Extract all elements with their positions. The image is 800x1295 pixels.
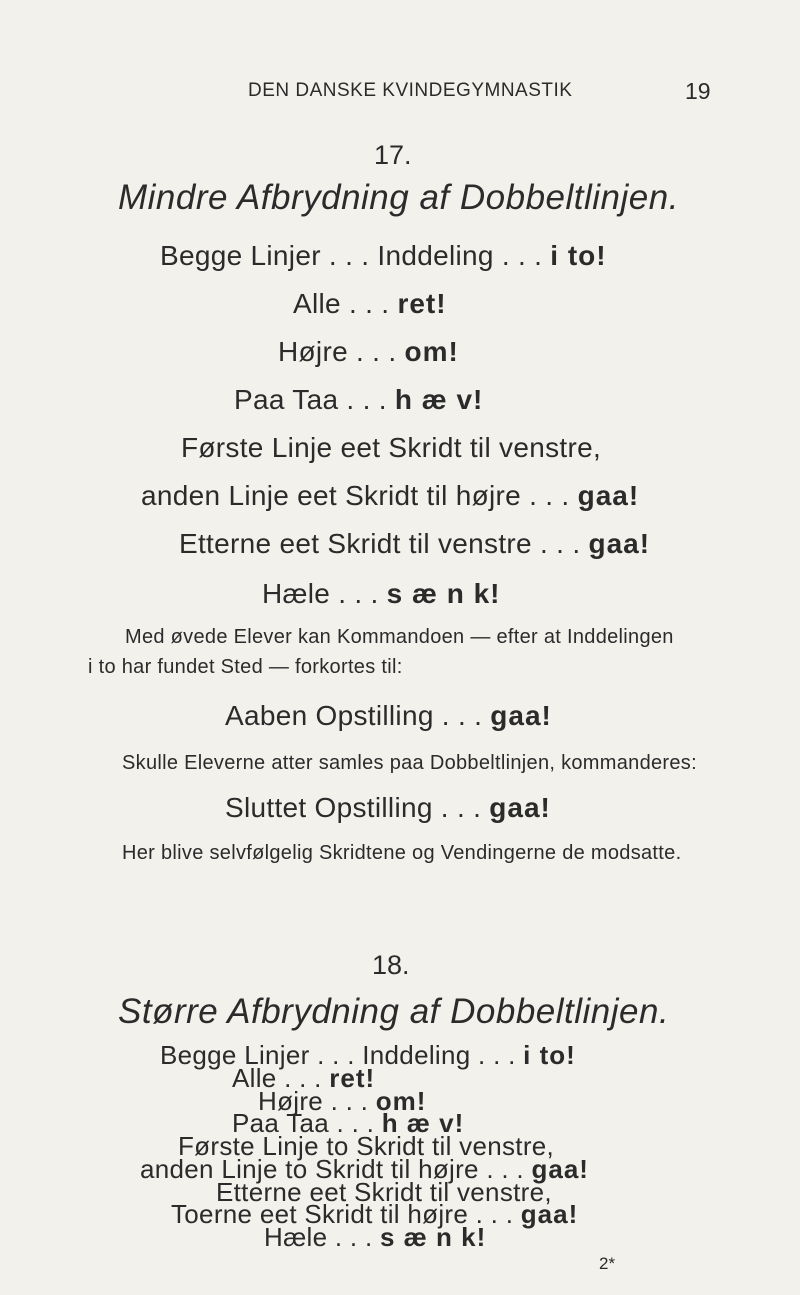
command-line (262, 578, 500, 610)
running-header: DEN DANSKE KVINDEGYMNASTIK (248, 80, 573, 101)
command-text: Paa Taa . . . (232, 1108, 382, 1138)
section-18-number: 18. (372, 950, 410, 980)
command-line (264, 1222, 486, 1253)
command-line (293, 288, 447, 320)
section-17-number: 17. (374, 140, 412, 170)
command-line (234, 384, 483, 416)
note-text: Skulle Eleverne atter samles paa Dobbeltlinjen, kommanderes: (122, 752, 697, 774)
command-text: Alle . . . (232, 1063, 330, 1093)
command-text: anden Linje eet Skridt til højre . . . (141, 480, 578, 511)
command-text: Toerne eet Skridt til højre . . . (171, 1199, 521, 1229)
command-word: ret! (329, 1063, 376, 1093)
command-text: Begge Linjer . . . Inddeling . . . (160, 1040, 524, 1070)
command-text: Hæle . . . (262, 578, 387, 609)
command-line (278, 336, 459, 368)
section-18-title: Større Afbrydning af Dobbeltlinjen. (118, 992, 670, 1031)
command-word: gaa! (577, 480, 640, 511)
command-text: Første Linje eet Skridt til venstre, (181, 432, 602, 463)
command-text: Begge Linjer . . . Inddeling . . . (160, 240, 551, 271)
note-text: Her blive selvfølgelig Skridtene og Vendingerne de modsatte. (122, 842, 682, 864)
command-text: Højre . . . (258, 1086, 376, 1116)
command-text: Alle . . . (293, 288, 398, 319)
command-word: gaa! (490, 700, 552, 731)
command-word: om! (404, 336, 459, 367)
note-text: i to har fundet Sted — forkortes til: (88, 656, 403, 678)
command-word: i to! (550, 240, 607, 271)
command-word: gaa! (588, 528, 651, 559)
command-word: s æ n k! (386, 578, 501, 609)
command-text: Hæle . . . (264, 1222, 380, 1252)
command-text: Højre . . . (278, 336, 405, 367)
page-number: 19 (685, 78, 711, 104)
command-text: Paa Taa . . . (234, 384, 395, 415)
command-text: Etterne eet Skridt til venstre . . . (179, 528, 589, 559)
command-word: h æ v! (394, 384, 484, 415)
command-word: gaa! (531, 1154, 589, 1184)
command-text: Etterne eet Skridt til venstre, (216, 1177, 552, 1207)
command-text: anden Linje to Skridt til højre . . . (140, 1154, 532, 1184)
command-line (225, 700, 552, 732)
command-word: gaa! (489, 792, 551, 823)
command-word: i to! (523, 1040, 576, 1070)
command-line (225, 792, 551, 824)
signature-mark: 2* (599, 1254, 616, 1273)
section-17-title: Mindre Afbrydning af Dobbeltlinjen. (118, 178, 679, 217)
command-text: Sluttet Opstilling . . . (225, 792, 490, 823)
command-word: gaa! (520, 1199, 579, 1229)
note-text: Med øvede Elever kan Kommandoen — efter at Inddelingen (125, 626, 674, 648)
command-text: Første Linje to Skridt til venstre, (178, 1131, 555, 1161)
command-word: om! (375, 1086, 427, 1116)
command-line (179, 528, 650, 560)
command-word: s æ n k! (380, 1222, 487, 1252)
command-word: ret! (397, 288, 447, 319)
command-line (160, 240, 607, 272)
command-word: h æ v! (381, 1108, 465, 1138)
command-text: Aaben Opstilling . . . (225, 700, 491, 731)
command-line (141, 480, 639, 512)
command-line (181, 432, 601, 464)
